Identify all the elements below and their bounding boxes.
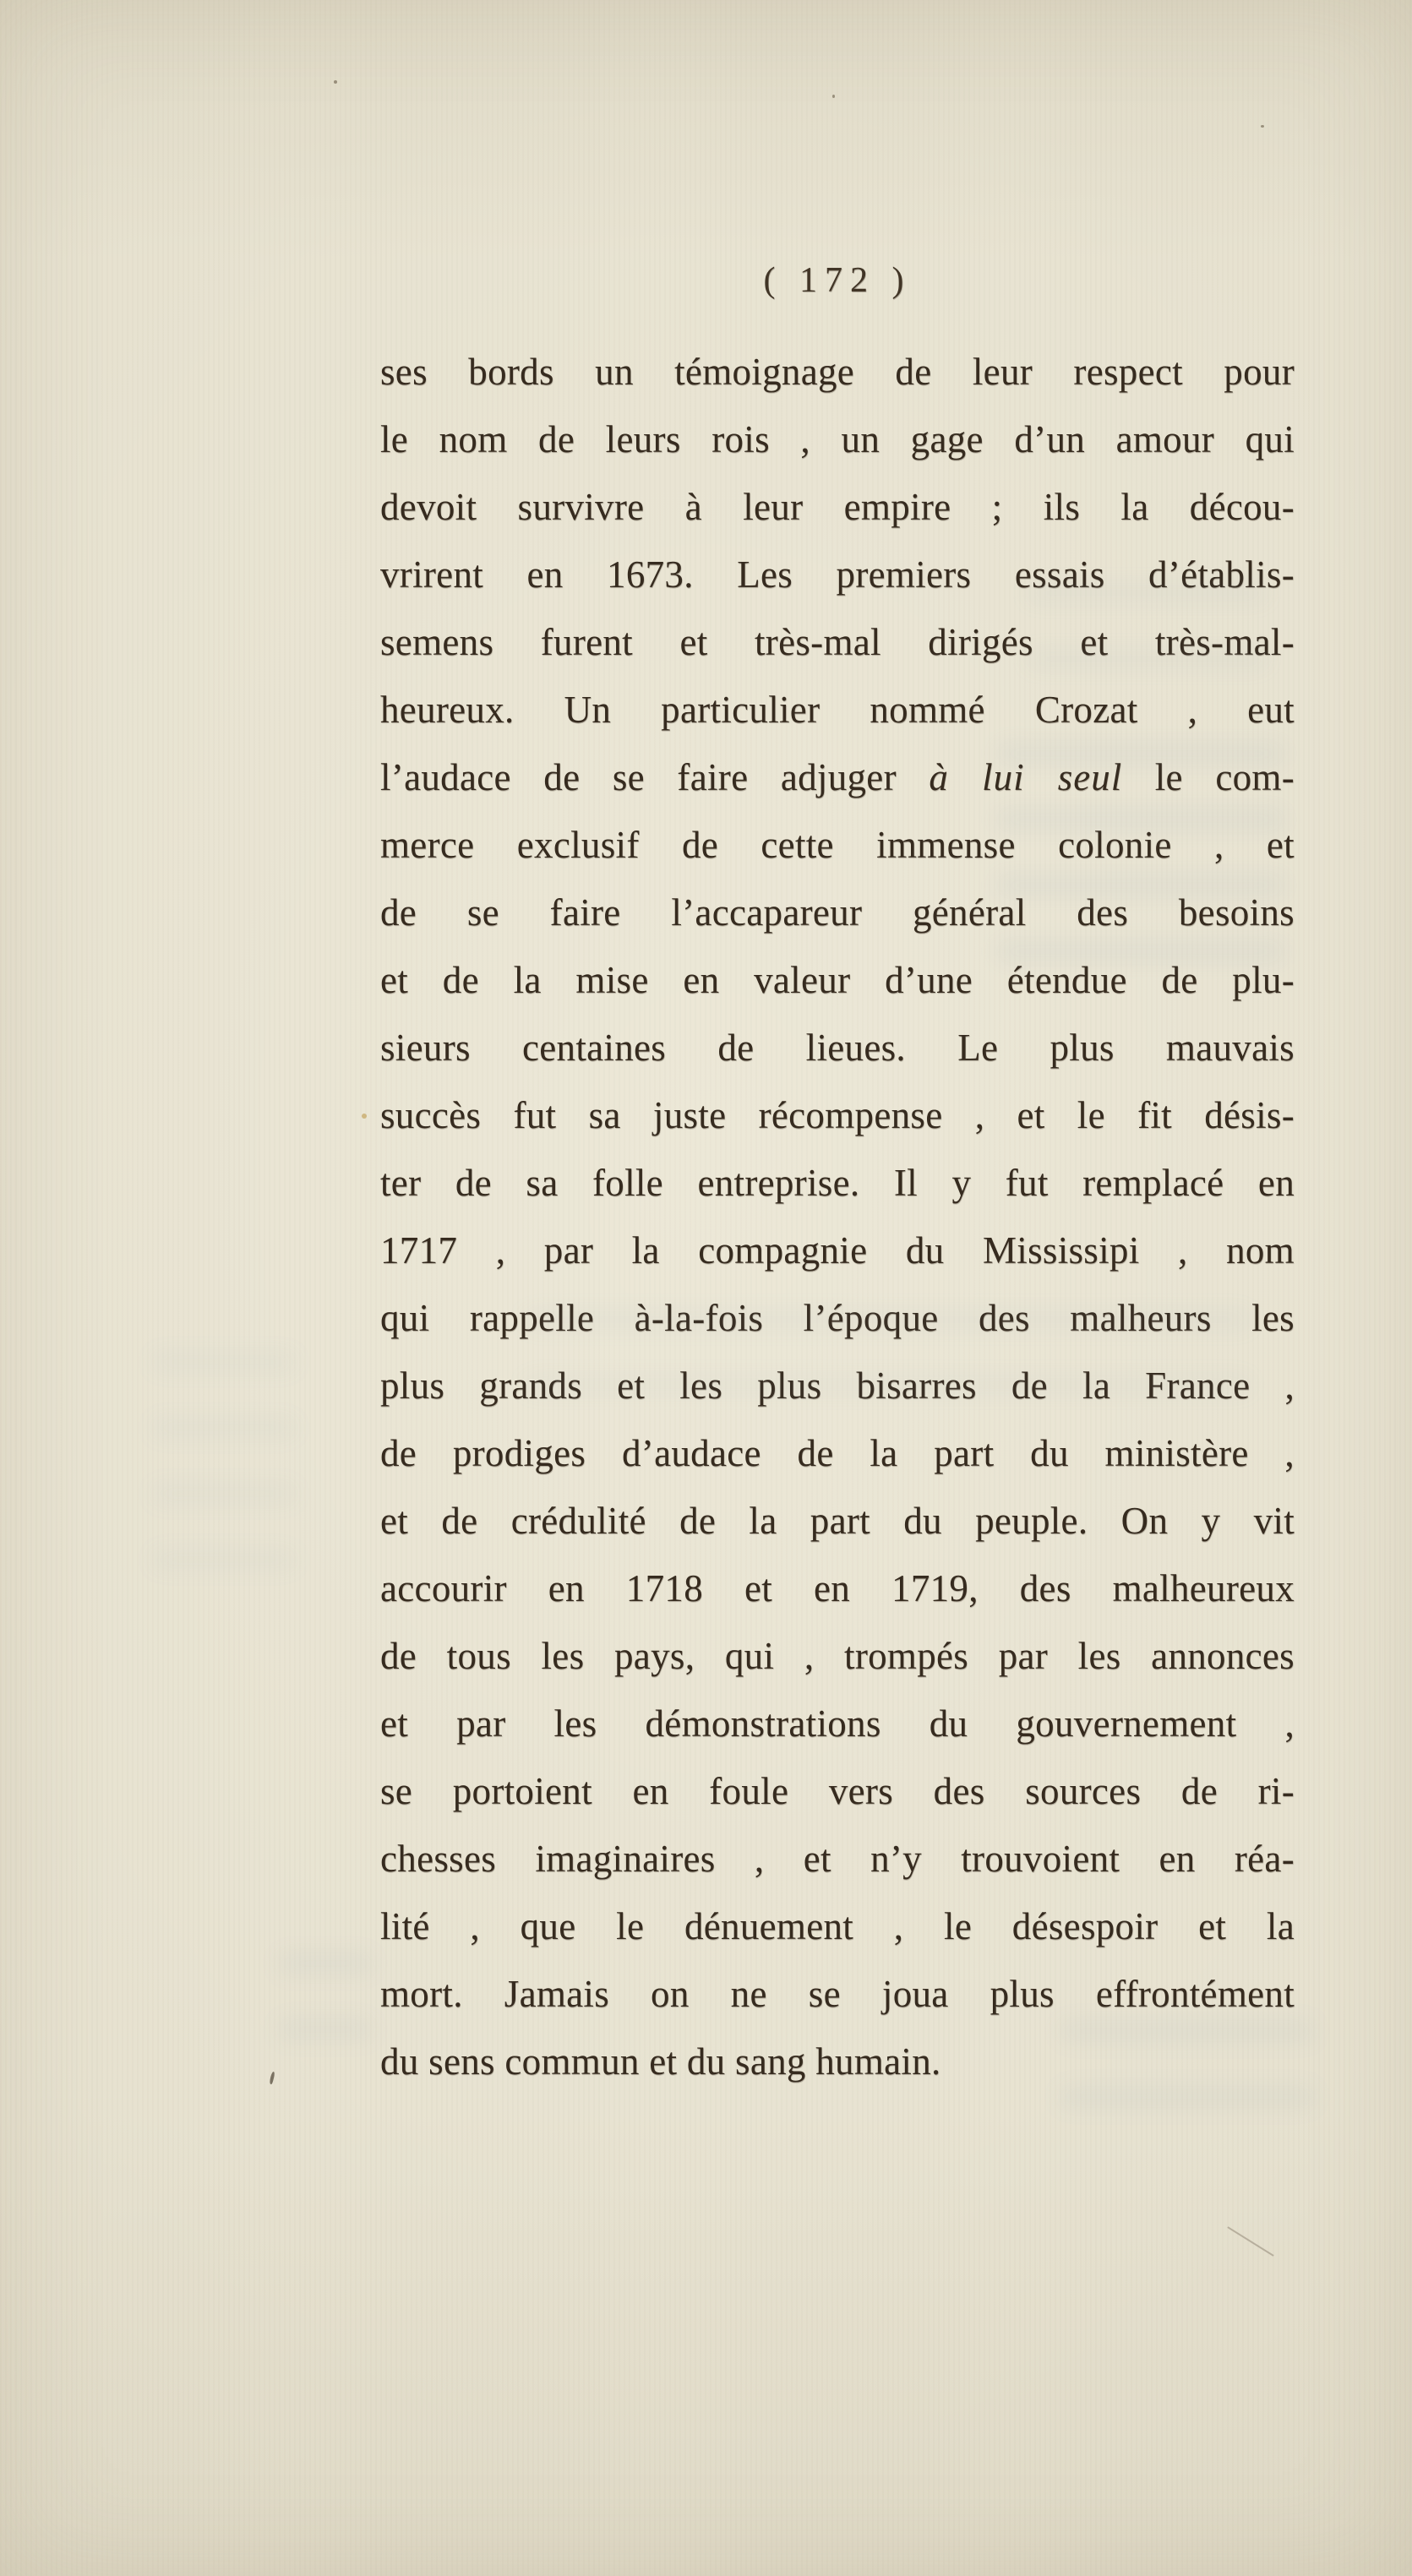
paper-speck-warm [362, 1114, 367, 1119]
text-line-20: de tous les pays, qui , trompés par les annonces [380, 1635, 1295, 1677]
text-segment-post: le com- [1122, 756, 1295, 798]
paper-speck [334, 80, 337, 84]
text-line-16: plus grands et les plus bisarres de la France , [380, 1364, 1295, 1407]
text-line-5: semens furent et très-mal dirigés et très-mal- [380, 621, 1295, 663]
text-line-2: le nom de leurs rois , un gage d’un amour qui [380, 418, 1295, 460]
text-line-21: et par les démonstrations du gouvernement , [380, 1702, 1295, 1745]
text-line-4: vrirent en 1673. Les premiers essais d’établis- [380, 553, 1295, 596]
text-line-23: chesses imaginaires , et n’y trouvoient en réa- [380, 1838, 1295, 1880]
paper-speck [832, 95, 835, 98]
text-segment-pre: l’audace de se faire adjuger [380, 756, 930, 798]
text-line-12: succès fut sa juste récompense , et le fit désis- [380, 1094, 1295, 1136]
text-line-19: accourir en 1718 et en 1719, des malheureux [380, 1567, 1295, 1609]
text-line-6: heureux. Un particulier nommé Crozat , eut [380, 689, 1295, 731]
text-line-9: de se faire l’accapareur général des besoins [380, 891, 1295, 934]
paper-scratch [1227, 2226, 1273, 2257]
text-line-13: ter de sa folle entreprise. Il y fut remplacé en [380, 1162, 1295, 1204]
text-line-3: devoit survivre à leur empire ; ils la décou- [380, 486, 1295, 528]
text-segment-italic: à lui seul [929, 756, 1123, 798]
text-line-14: 1717 , par la compagnie du Mississipi , nom [380, 1229, 1295, 1272]
body-text-block [380, 338, 1295, 2095]
ghost-text-smudge [279, 1953, 372, 2059]
text-line-10: et de la mise en valeur d’une étendue de plu- [380, 959, 1295, 1001]
text-line-26: du sens commun et du sang humain. [380, 2040, 941, 2083]
text-line-1: ses bords un témoignage de leur respect pour [380, 351, 1295, 393]
margin-ink-mark [269, 2072, 275, 2085]
paper-speck [1261, 125, 1264, 128]
text-line-15: qui rappelle à-la-fois l’époque des malheurs les [380, 1297, 1295, 1339]
ghost-text-smudge [152, 1352, 296, 1605]
text-line-25: mort. Jamais on ne se joua plus effrontément [380, 1973, 1295, 2015]
page-number-header: ( 172 ) [763, 261, 912, 300]
text-line-22: se portoient en foule vers des sources de ri- [380, 1770, 1295, 1812]
text-line-11: sieurs centaines de lieues. Le plus mauvais [380, 1027, 1295, 1069]
text-line-24: lité , que le dénuement , le désespoir et la [380, 1905, 1295, 1947]
text-line-18: et de crédulité de la part du peuple. On y vit [380, 1500, 1295, 1542]
text-line-17: de prodiges d’audace de la part du ministère , [380, 1432, 1295, 1474]
text-line-7 [380, 743, 1295, 811]
text-line-8: merce exclusif de cette immense colonie , et [380, 824, 1295, 866]
